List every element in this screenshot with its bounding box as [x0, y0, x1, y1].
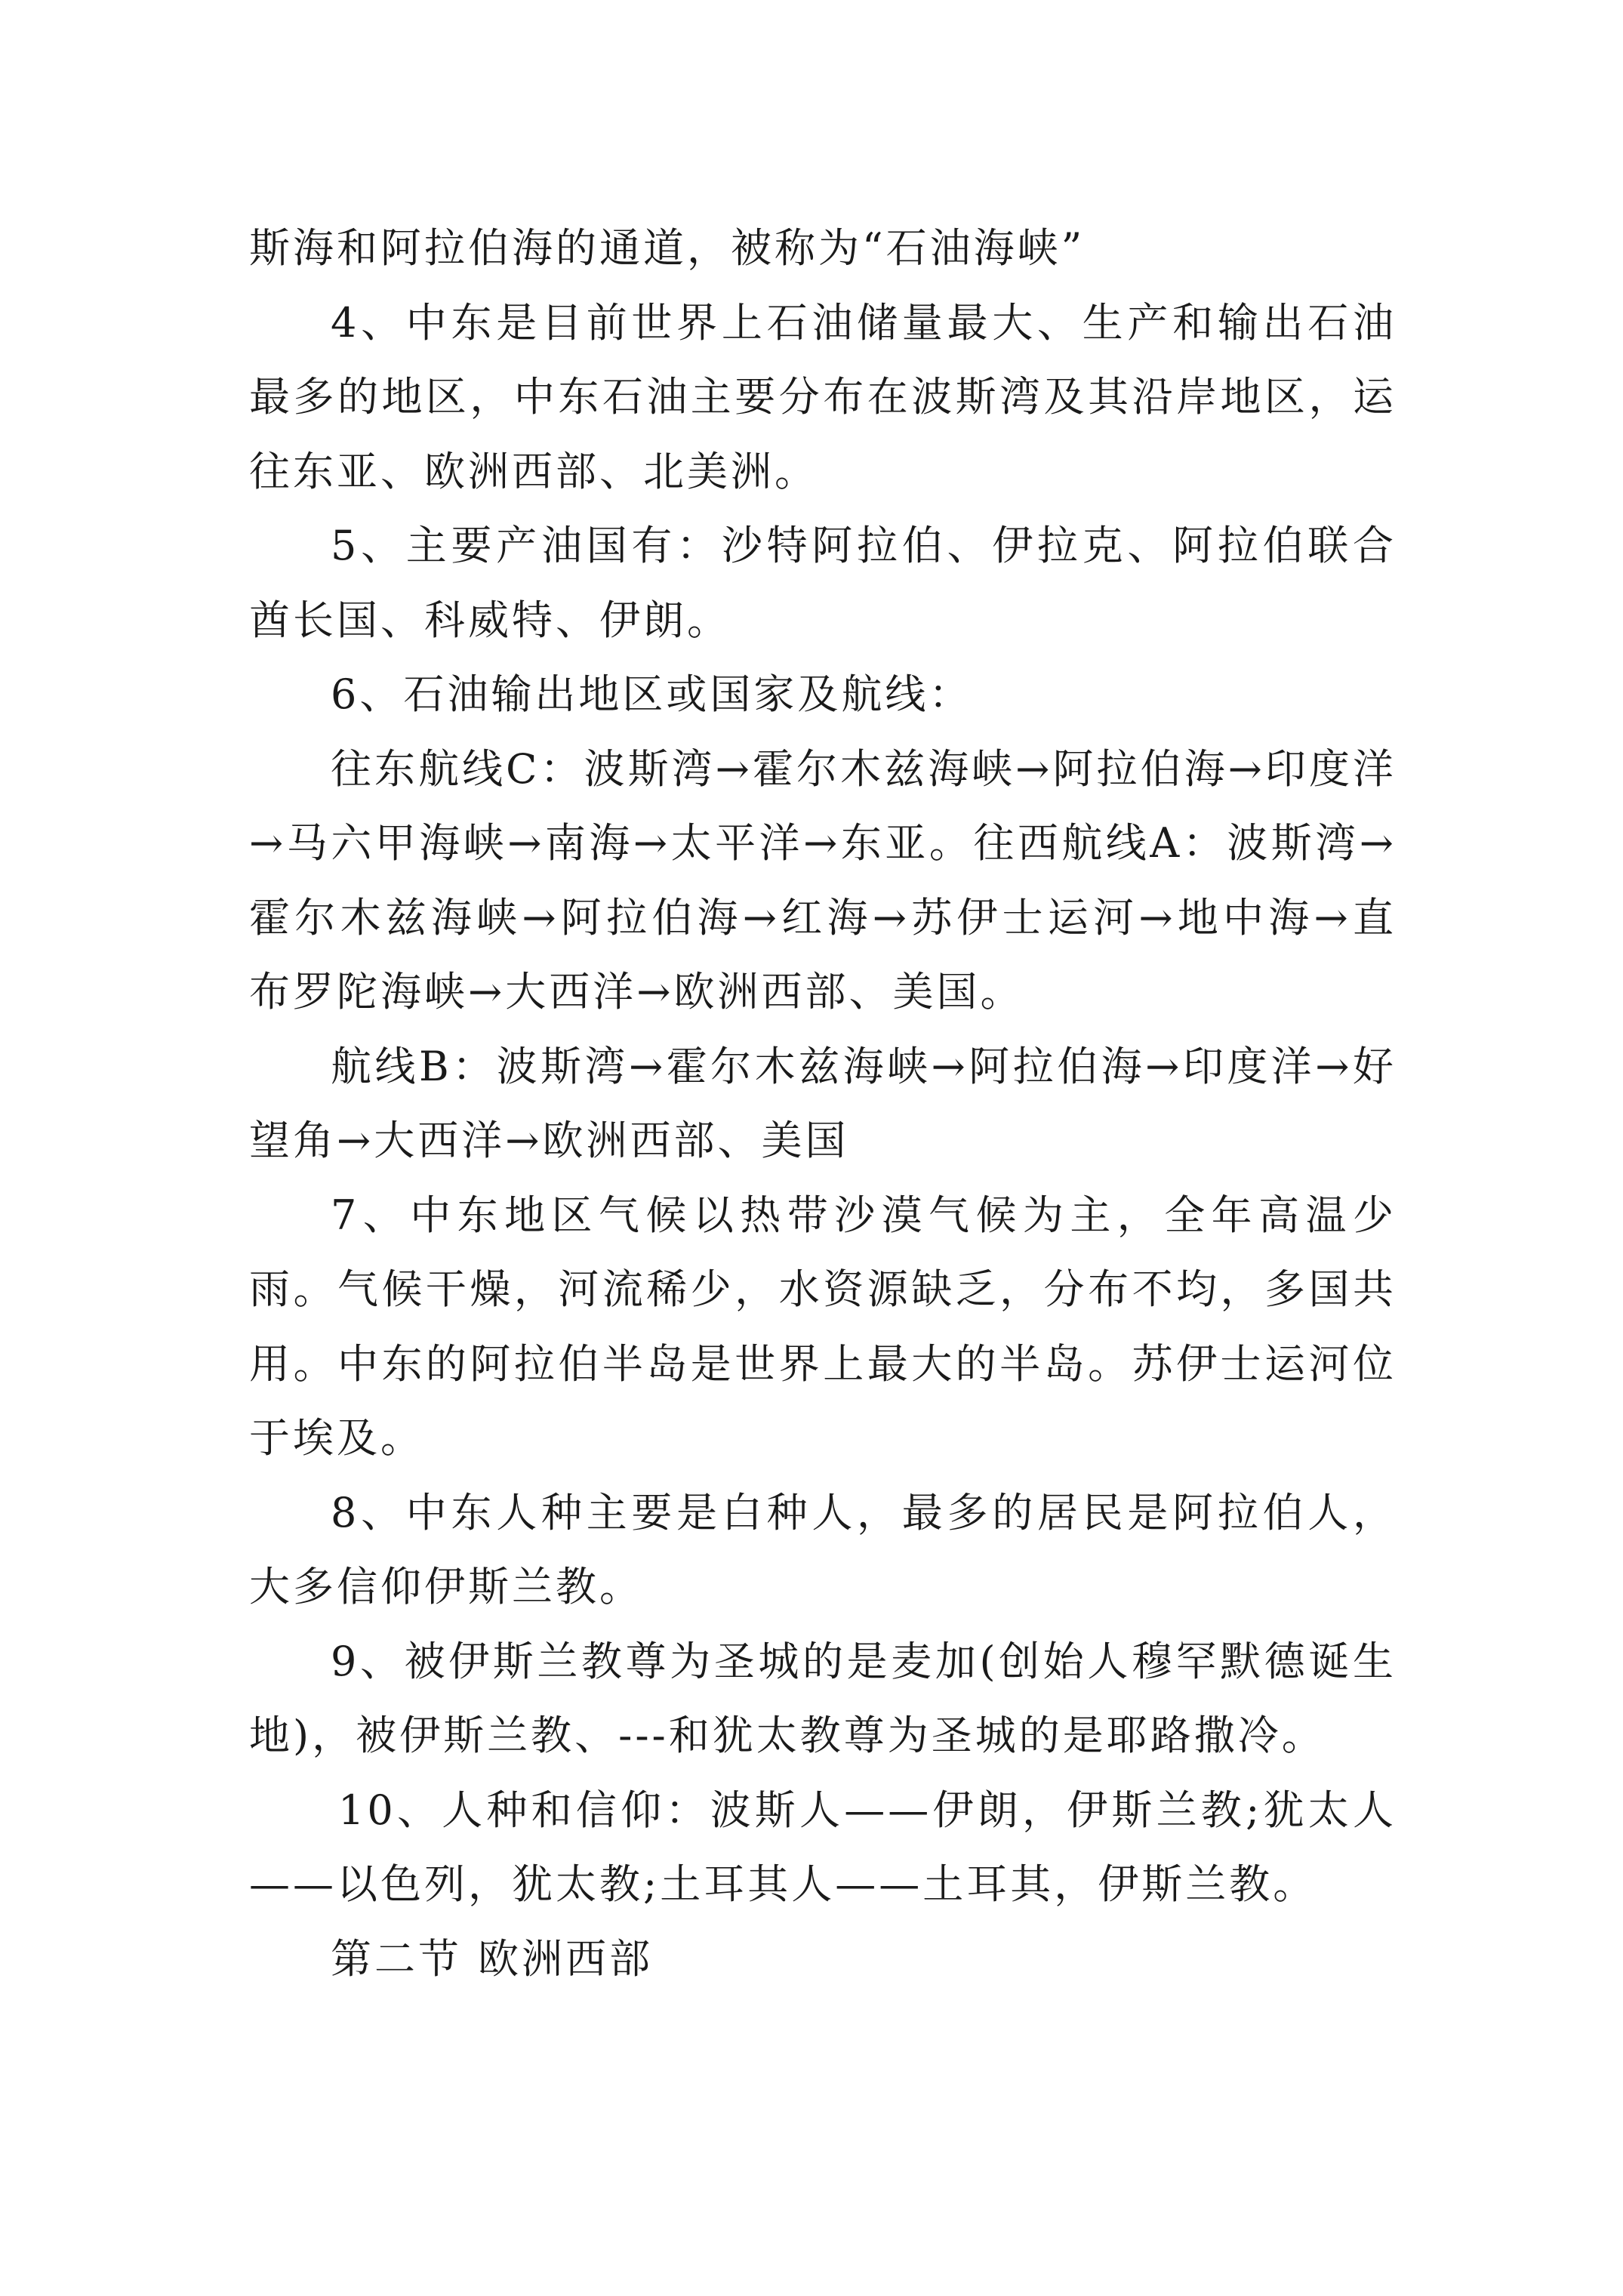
paragraph-routes-east-west: 往东航线C：波斯湾→霍尔木兹海峡→阿拉伯海→印度洋→马六甲海峡→南海→太平洋→东亚。往西航线A：波斯湾→霍尔木兹海峡→阿拉伯海→红海→苏伊士运河→地中海→直布罗陀海峡→大西洋→欧洲西部、美国。	[249, 744, 1397, 1015]
paragraph-item-8: 8、中东人种主要是白种人，最多的居民是阿拉伯人，大多信仰伊斯兰教。	[249, 1488, 1397, 1610]
paragraph-route-b: 航线B：波斯湾→霍尔木兹海峡→阿拉伯海→印度洋→好望角→大西洋→欧洲西部、美国	[249, 1042, 1397, 1164]
paragraph-item-9: 9、被伊斯兰教尊为圣城的是麦加(创始人穆罕默德诞生地)，被伊斯兰教、---和犹太教尊为圣城的是耶路撒冷。	[249, 1637, 1397, 1759]
paragraph-item-6: 6、石油输出地区或国家及航线：	[331, 670, 973, 718]
section-heading: 第二节 欧洲西部	[331, 1934, 654, 1983]
document-body	[249, 211, 1397, 1996]
paragraph-item-7: 7、中东地区气候以热带沙漠气候为主，全年高温少雨。气候干燥，河流稀少，水资源缺乏，分布不均，多国共用。中东的阿拉伯半岛是世界上最大的半岛。苏伊士运河位于埃及。	[249, 1191, 1397, 1462]
paragraph-continuation: 斯海和阿拉伯海的通道，被称为“石油海峡”	[249, 224, 1086, 272]
paragraph-item-4: 4、中东是目前世界上石油储量最大、生产和输出石油最多的地区，中东石油主要分布在波斯湾及其沿岸地区，运往东亚、欧洲西部、北美洲。	[249, 298, 1397, 495]
paragraph-item-10: 10、人种和信仰：波斯人——伊朗，伊斯兰教;犹太人——以色列，犹太教;土耳其人——土耳其，伊斯兰教。	[249, 1786, 1397, 1908]
paragraph-item-5: 5、主要产油国有：沙特阿拉伯、伊拉克、阿拉伯联合酋长国、科威特、伊朗。	[249, 522, 1397, 644]
